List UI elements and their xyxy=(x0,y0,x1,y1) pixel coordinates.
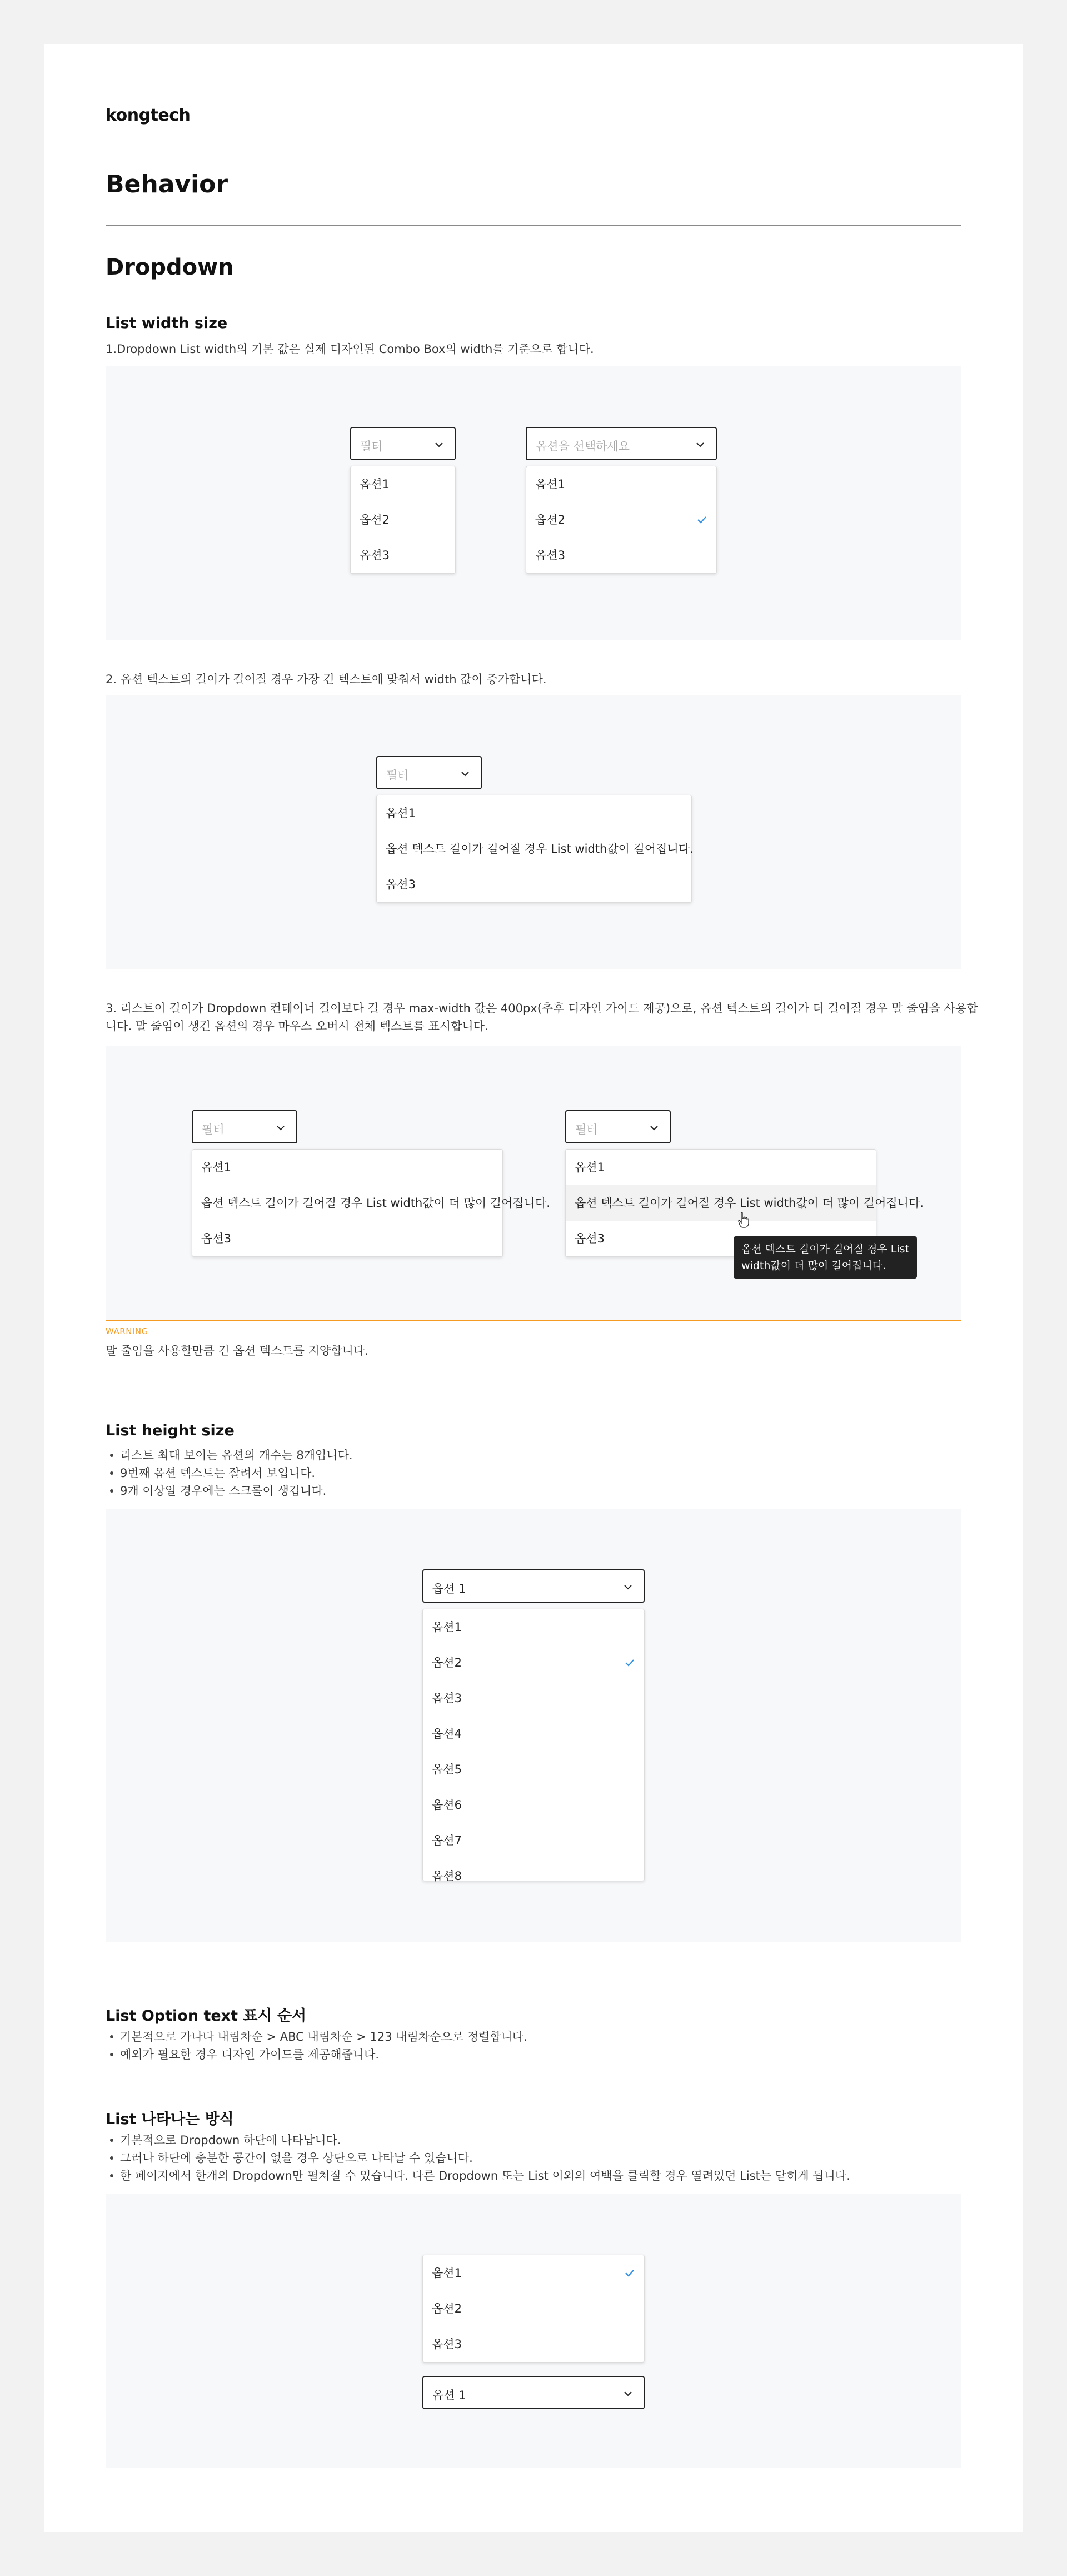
list-item-selected[interactable]: 옵션1 xyxy=(423,2255,644,2291)
list-item[interactable]: 옵션3 xyxy=(575,1232,605,1245)
check-icon xyxy=(696,514,707,525)
list-item[interactable]: 옵션1 xyxy=(201,1161,231,1174)
combo-value: 옵션 1 xyxy=(432,1582,466,1595)
dropdown-combo[interactable] xyxy=(422,1569,645,1603)
appear-bullets xyxy=(106,2131,850,2185)
page-title: Behavior xyxy=(106,170,228,198)
combo-placeholder: 옵션을 선택하세요 xyxy=(536,440,630,453)
bullet-item: 예외가 필요한 경우 디자인 가이드를 제공해줍니다. xyxy=(106,2046,527,2063)
dropdown-list-truncated xyxy=(192,1149,550,1257)
list-item-cut[interactable]: 옵션8 xyxy=(432,1869,462,1883)
list-item[interactable]: 옵션3 xyxy=(360,549,390,562)
option-tooltip xyxy=(734,1236,917,1279)
list-item[interactable]: 옵션1 xyxy=(386,807,416,820)
bullet-item: 한 페이지에서 한개의 Dropdown만 펼쳐질 수 있습니다. 다른 Dropdown 또는 List 이외의 여백을 클릭할 경우 열려있던 List는 닫히게 됩니다. xyxy=(106,2167,850,2185)
chevron-down-icon xyxy=(695,439,706,450)
hand-cursor-icon xyxy=(737,1212,750,1229)
order-bullets xyxy=(106,2028,527,2063)
demo-height xyxy=(106,1509,961,1942)
combo-placeholder: 필터 xyxy=(202,1123,225,1136)
chevron-down-icon xyxy=(649,1122,660,1133)
chevron-down-icon xyxy=(275,1122,286,1133)
tooltip-line: 옵션 텍스트 길이가 길어질 경우 List xyxy=(741,1243,910,1255)
dropdown-list-grown xyxy=(376,795,692,903)
dropdown-list-scroll[interactable] xyxy=(422,1609,645,1881)
list-item[interactable]: 옵션2 xyxy=(432,2302,462,2315)
bullet-item: 리스트 최대 보이는 옵션의 개수는 8개입니다. xyxy=(106,1446,353,1464)
warning-text: 말 줄임을 사용할만큼 긴 옵션 텍스트를 지양합니다. xyxy=(106,1344,368,1357)
combo-placeholder: 필터 xyxy=(386,769,409,782)
height-bullets xyxy=(106,1446,353,1500)
dropdown-combo[interactable] xyxy=(422,2376,645,2409)
width-desc-1: 1.Dropdown List width의 기본 값은 실제 디자인된 Combo Box의 width를 기준으로 합니다. xyxy=(106,342,594,356)
warning-label: WARNING xyxy=(106,1326,148,1336)
list-item-selected[interactable]: 옵션2 xyxy=(526,502,716,538)
appear-section-title: List 나타나는 방식 xyxy=(106,2111,234,2128)
list-item[interactable]: 옵션5 xyxy=(432,1763,462,1776)
list-item-hovered[interactable]: 옵션 텍스트 길이가 길어질 경우 List width값이 더 많이 길어집니다. xyxy=(566,1185,876,1221)
warning-divider xyxy=(106,1320,961,1321)
section-title: Dropdown xyxy=(106,255,234,280)
list-item-truncated[interactable]: 옵션 텍스트 길이가 길어질 경우 List width값이 더 많이 길어집니다. xyxy=(201,1196,550,1210)
dropdown-combo[interactable] xyxy=(192,1110,297,1143)
combo-placeholder: 필터 xyxy=(575,1123,598,1136)
list-item[interactable]: 옵션3 xyxy=(201,1232,231,1245)
list-item[interactable]: 옵션3 xyxy=(432,1692,462,1705)
list-item[interactable]: 옵션1 xyxy=(360,478,390,491)
demo-appear-above xyxy=(106,2194,961,2468)
dropdown-list-above xyxy=(422,2255,645,2363)
list-item[interactable]: 옵션7 xyxy=(432,1834,462,1847)
combo-placeholder: 필터 xyxy=(360,440,383,453)
list-item[interactable]: 옵션6 xyxy=(432,1798,462,1812)
width-section-title: List width size xyxy=(106,315,228,332)
list-item[interactable]: 옵션3 xyxy=(535,549,565,562)
check-icon xyxy=(624,1657,635,1668)
brand-logo: kongtech xyxy=(106,106,191,125)
width-desc-3-line2: 니다. 말 줄임이 생긴 옵션의 경우 마우스 오버시 전체 텍스트를 표시합니다. xyxy=(106,1020,488,1033)
width-desc-3-line1: 3. 리스트이 길이가 Dropdown 컨테이너 길이보다 길 경우 max-width 값은 400px(추후 디자인 가이드 제공)으로, 옵션 텍스트의 길이가 더 길어질 경우 말 줄임을 사용합 xyxy=(106,1002,978,1015)
list-item[interactable]: 옵션 텍스트 길이가 길어질 경우 List width값이 길어집니다. xyxy=(386,842,694,856)
chevron-down-icon xyxy=(622,1582,634,1593)
combo-value: 옵션 1 xyxy=(432,2389,466,2402)
list-item[interactable]: 옵션2 xyxy=(360,513,390,526)
list-item[interactable]: 옵션1 xyxy=(432,1620,462,1634)
dropdown-combo[interactable] xyxy=(376,756,482,789)
chevron-down-icon xyxy=(622,2388,634,2399)
check-icon xyxy=(624,2267,635,2279)
chevron-down-icon xyxy=(433,439,445,450)
list-item-selected[interactable]: 옵션2 xyxy=(423,1645,644,1680)
list-item[interactable]: 옵션4 xyxy=(432,1727,462,1740)
list-item[interactable]: 옵션1 xyxy=(535,478,565,491)
demo-width-grow xyxy=(106,695,961,969)
chevron-down-icon xyxy=(460,768,471,779)
dropdown-combo-small[interactable] xyxy=(350,427,456,460)
width-desc-2: 2. 옵션 텍스트의 길이가 길어질 경우 가장 긴 텍스트에 맞춰서 width 값이 증가합니다. xyxy=(106,673,547,686)
dropdown-combo[interactable] xyxy=(565,1110,671,1143)
list-item[interactable]: 옵션3 xyxy=(432,2338,462,2351)
height-section-title: List height size xyxy=(106,1422,235,1439)
dropdown-list-small xyxy=(350,466,456,574)
bullet-item: 그러나 하단에 충분한 공간이 없을 경우 상단으로 나타날 수 있습니다. xyxy=(106,2149,850,2167)
list-item[interactable]: 옵션1 xyxy=(575,1161,605,1174)
demo-width-max xyxy=(106,1046,961,1320)
dropdown-combo-wide[interactable] xyxy=(526,427,717,460)
divider xyxy=(106,225,961,226)
tooltip-line: width값이 더 많이 길어집니다. xyxy=(741,1260,886,1272)
bullet-item: 9번째 옵션 텍스트는 잘려서 보입니다. xyxy=(106,1464,353,1482)
demo-width-default xyxy=(106,366,961,640)
order-section-title: List Option text 표시 순서 xyxy=(106,2007,307,2025)
bullet-item: 기본적으로 Dropdown 하단에 나타납니다. xyxy=(106,2131,850,2149)
bullet-item: 기본적으로 가나다 내림차순 > ABC 내림차순 > 123 내림차순으로 정렬합니다. xyxy=(106,2028,527,2046)
list-item[interactable]: 옵션3 xyxy=(386,878,416,891)
bullet-item: 9개 이상일 경우에는 스크롤이 생깁니다. xyxy=(106,1482,353,1500)
dropdown-list-wide xyxy=(526,466,717,574)
